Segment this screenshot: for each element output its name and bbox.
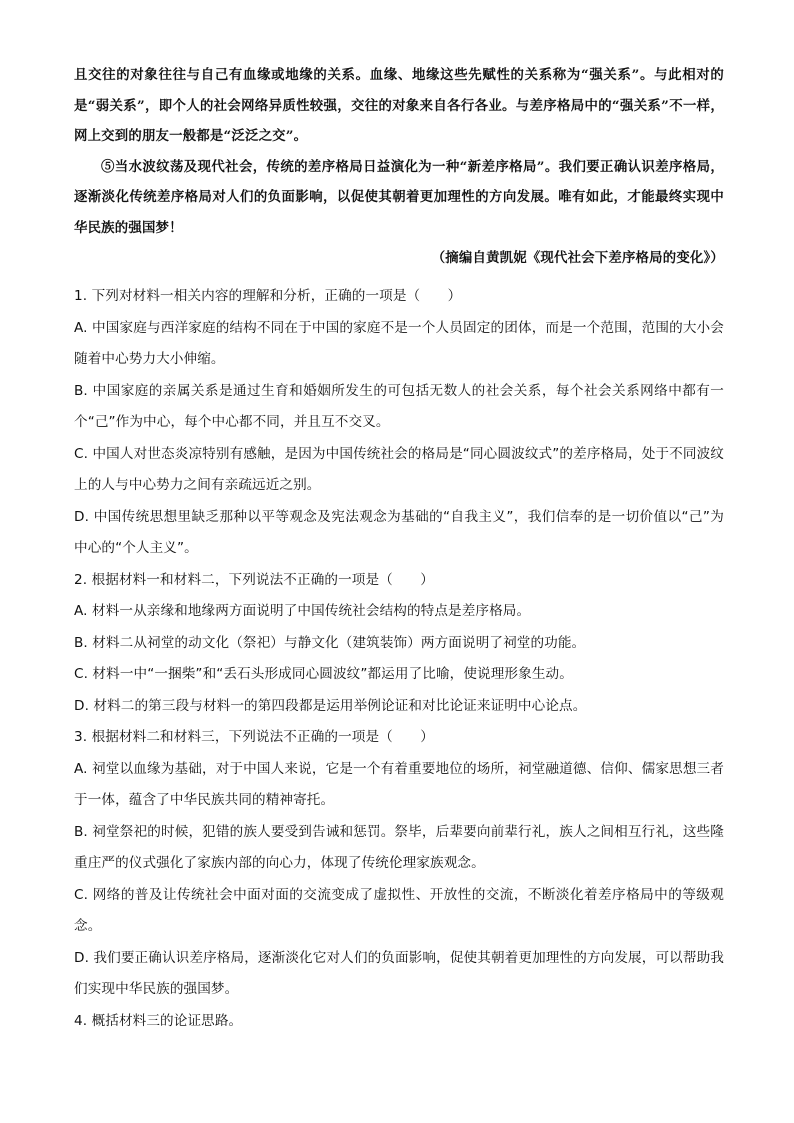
option-d: D. 我们要正确认识差序格局，逐渐淡化它对人们的负面影响，促使其朝着更加理性的方向发展，可以帮助我们实现中华民族的强国梦。: [74, 949, 724, 997]
passage: [74, 60, 724, 274]
question-2: [74, 565, 724, 723]
option-a: A. 中国家庭与西洋家庭的结构不同在于中国的家庭不是一个人员固定的团体，而是一个范围，范围的大小会随着中心势力大小伸缩。: [74, 319, 724, 367]
question-stem: 4. 概括材料三的论证思路。: [74, 1012, 243, 1029]
option-b: B. 材料二从祠堂的动文化（祭祀）与静文化（建筑装饰）两方面说明了祠堂的功能。: [74, 634, 586, 651]
option-d: D. 材料二的第三段与材料一的第四段都是运用举例论证和对比论证来证明中心论点。: [74, 697, 587, 714]
option-a: A. 材料一从亲缘和地缘两方面说明了中国传统社会结构的特点是差序格局。: [74, 603, 531, 619]
passage-paragraph-5: ⑤当水波纹荡及现代社会，传统的差序格局日益演化为一种“新差序格局”。我们要正确认识差序格局，逐渐淡化传统差序格局对人们的负面影响，以促使其朝着更加理性的方向发展。唯有如此，才能最终实现中华民族的强国梦！: [74, 158, 724, 236]
option-b: B. 祠堂祭祀的时候，犯错的族人要受到告诫和惩罚。祭毕，后辈要向前辈行礼，族人之间相互行礼，这些隆重庄严的仪式强化了家族内部的向心力，体现了传统伦理家族观念。: [74, 823, 724, 871]
passage-source: （摘编自黄凯妮《现代社会下差序格局的变化》）: [431, 250, 724, 266]
question-stem: 1. 下列对材料一相关内容的理解和分析，正确的一项是（ ）: [74, 288, 462, 304]
question-3: [74, 722, 724, 1006]
option-c: C. 材料一中“一捆柴”和“丢石头形成同心圆波纹”都运用了比喻，使说理形象生动。: [74, 666, 573, 682]
passage-paragraph-4-cont: 且交往的对象往往与自己有血缘或地缘的关系。血缘、地缘这些先赋性的关系称为“强关系”。与此相对的是“弱关系”，即个人的社会网络异质性较强，交往的对象来自各行各业。与差序格局中的“强关系”不一样，网上交到的朋友一般都是“泛泛之交”。: [74, 67, 724, 144]
option-c: C. 中国人对世态炎凉特别有感触，是因为中国传统社会的格局是“同心圆波纹式”的差序格局，处于不同波纹上的人与中心势力之间有亲疏远近之别。: [74, 445, 724, 493]
option-a: A. 祠堂以血缘为基础，对于中国人来说，它是一个有着重要地位的场所，祠堂融道德、信仰、儒家思想三者于一体，蕴含了中华民族共同的精神寄托。: [74, 760, 724, 808]
question-stem: 3. 根据材料二和材料三，下列说法不正确的一项是（ ）: [74, 729, 434, 745]
question-stem: 2. 根据材料一和材料二，下列说法不正确的一项是（ ）: [74, 571, 434, 588]
question-1: [74, 281, 724, 565]
option-b: B. 中国家庭的亲属关系是通过生育和婚姻所发生的可包括无数人的社会关系，每个社会关系网络中都有一个“己”作为中心，每个中心都不同，并且互不交叉。: [74, 382, 724, 430]
questions: [74, 281, 724, 1037]
question-4: [74, 1006, 724, 1038]
option-d: D. 中国传统思想里缺乏那种以平等观念及宪法观念为基础的“自我主义”，我们信奉的是一切价值以“己”为中心的“个人主义”。: [74, 508, 724, 556]
option-c: C. 网络的普及让传统社会中面对面的交流变成了虚拟性、开放性的交流，不断淡化着差序格局中的等级观念。: [74, 886, 724, 934]
